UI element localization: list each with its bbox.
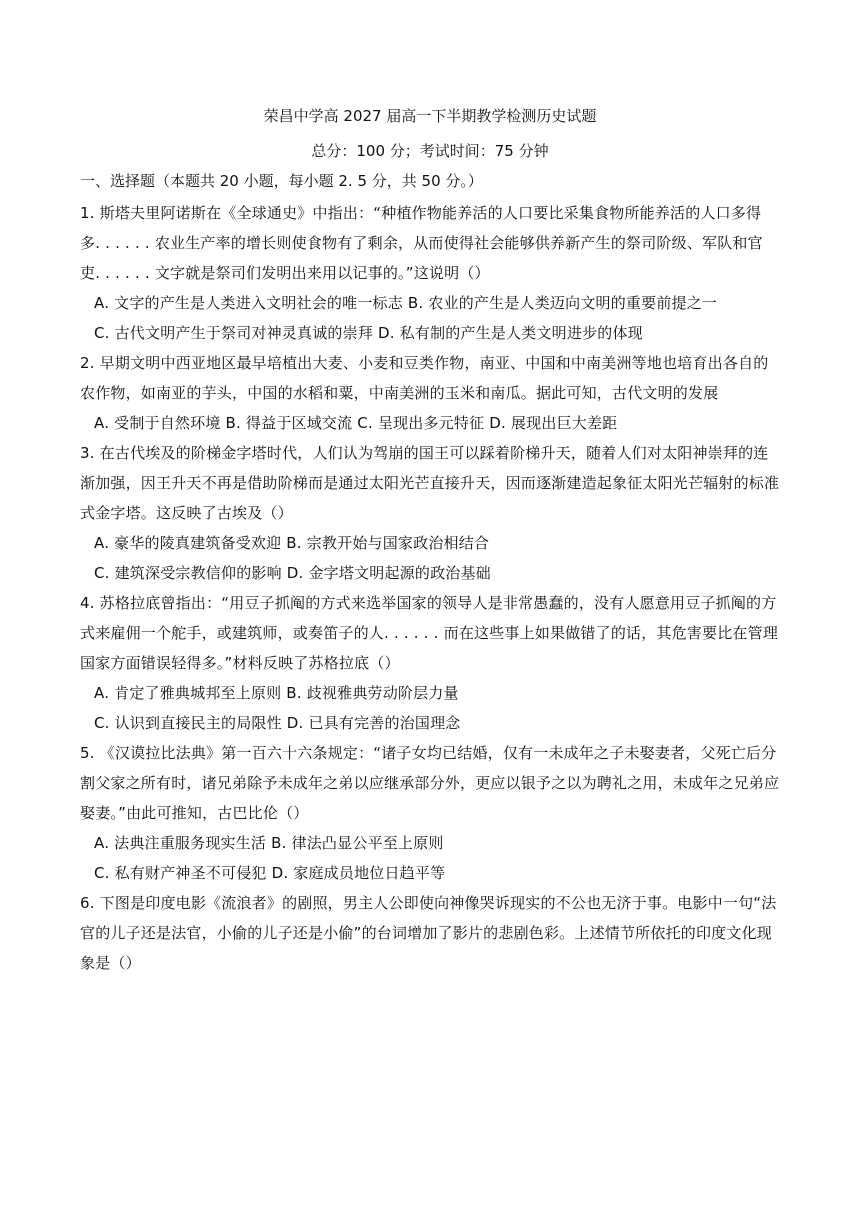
question-stem: 5. 《汉谟拉比法典》第一百六十六条规定：“诸子女均已结婚，仅有一未成年之子未娶妻者，父死亡后分割父家之所有时，诸兄弟除予未成年之弟以应继承部分外，更应以银予之以为聘礼之用，未成年之兄弟应娶妻。”由此可推知，古巴比伦（）	[80, 744, 780, 822]
option-line: C. 私有财产神圣不可侵犯 D. 家庭成员地位日趋平等	[94, 864, 446, 882]
option-line: A. 文字的产生是人类进入文明社会的唯一标志 B. 农业的产生是人类迈向文明的重要前提之一	[94, 294, 718, 312]
question-stem: 6. 下图是印度电影《流浪者》的剧照，男主人公即使向神像哭诉现实的不公也无济于事。电影中一句“法官的儿子还是法官，小偷的儿子还是小偷”的台词增加了影片的悲剧色彩。上述情节所依托的印度文化现象是（）	[80, 894, 777, 972]
exam-content	[80, 170, 780, 978]
option-line: A. 肯定了雅典城邦至上原则 B. 歧视雅典劳动阶层力量	[94, 684, 459, 702]
section-header: 一、选择题（本题共 20 小题，每小题 2. 5 分，共 50 分。）	[80, 172, 483, 190]
question-3	[80, 438, 780, 588]
option-line: C. 古代文明产生于祭司对神灵真诚的崇拜 D. 私有制的产生是人类文明进步的体现	[94, 324, 643, 342]
exam-subtitle: 总分：100 分；考试时间：75 分钟	[311, 142, 549, 160]
option-line: C. 建筑深受宗教信仰的影响 D. 金字塔文明起源的政治基础	[94, 564, 491, 582]
question-stem: 3. 在古代埃及的阶梯金字塔时代，人们认为驾崩的国王可以踩着阶梯升天，随着人们对太阳神崇拜的连渐加强，因王升天不再是借助阶梯而是通过太阳光芒直接升天，因而逐渐建造起象征太阳光芒辐射的标准式金字塔。这反映了古埃及（）	[80, 444, 780, 522]
question-1	[80, 198, 780, 348]
option-line: A. 受制于自然环境 B. 得益于区域交流 C. 呈现出多元特征 D. 展现出巨大差距	[94, 414, 618, 432]
question-stem: 2. 早期文明中西亚地区最早培植出大麦、小麦和豆类作物，南亚、中国和中南美洲等地也培育出各自的农作物，如南亚的芋头，中国的水稻和粟，中南美洲的玉米和南瓜。据此可知，古代文明的发展	[80, 354, 769, 402]
question-4	[80, 588, 780, 738]
question-2	[80, 348, 780, 438]
question-stem: 1. 斯塔夫里阿诺斯在《全球通史》中指出：“种植作物能养活的人口要比采集食物所能养活的人口多得多. . . . . . 农业生产率的增长则使食物有了剩余，从而使得社会能够供养新产生的祭司阶级、军队和官吏. . . . . . 文字就是祭司们发明出来用以记事的。”这说明（）	[80, 204, 763, 282]
exam-title: 荣昌中学高 2027 届高一下半期教学检测历史试题	[263, 107, 597, 125]
question-stem: 4. 苏格拉底曾指出：“用豆子抓阄的方式来选举国家的领导人是非常愚蠢的，没有人愿意用豆子抓阄的方式来雇佣一个舵手，或建筑师，或奏笛子的人. . . . . . 而在这些事上如果做错了的话，其危害要比在管理国家方面错误轻得多。”材料反映了苏格拉底（）	[80, 594, 779, 672]
question-5	[80, 738, 780, 888]
option-line: A. 豪华的陵真建筑备受欢迎 B. 宗教开始与国家政治相结合	[94, 534, 490, 552]
question-6	[80, 888, 780, 978]
option-line: C. 认识到直接民主的局限性 D. 已具有完善的治国理念	[94, 714, 461, 732]
option-line: A. 法典注重服务现实生活 B. 律法凸显公平至上原则	[94, 834, 444, 852]
